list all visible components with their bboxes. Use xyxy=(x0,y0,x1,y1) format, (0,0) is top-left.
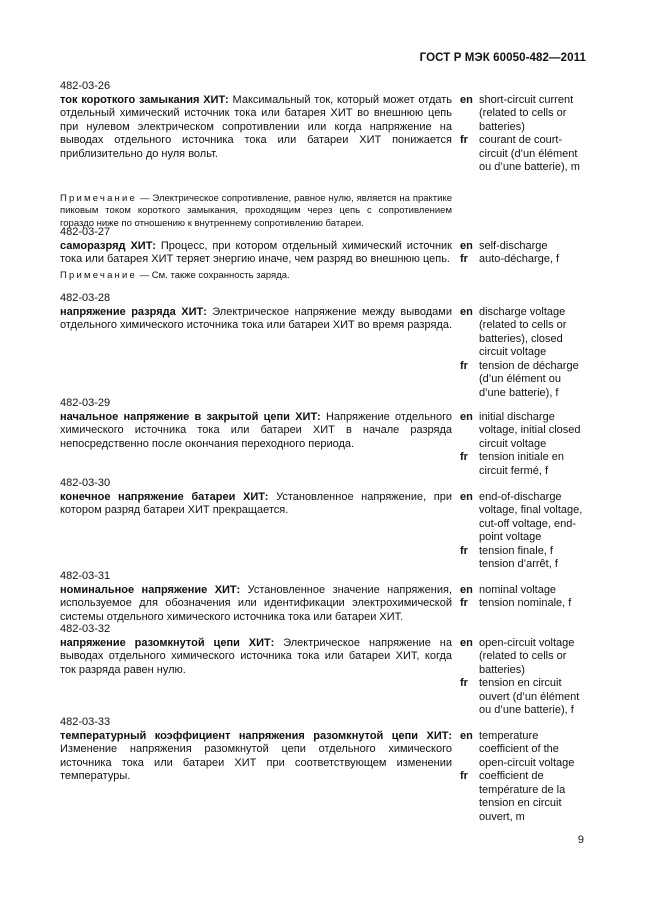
lang-label-fr: fr xyxy=(460,451,468,463)
translation-fr xyxy=(460,770,586,824)
lang-label-en: en xyxy=(460,583,473,596)
translation-text: end-of-discharge voltage, final voltage, cut-off voltage, end-point voltage xyxy=(479,490,583,543)
translation-text: temperature coefficient of the open-circuit voltage xyxy=(479,729,575,769)
translation-text: open-circuit voltage (related to cells or batteries) xyxy=(479,636,575,676)
definition-text: Процесс, при котором отдельный химический источник тока или батарея ХИТ теряет энергию иначе, чем разряд во внешнюю цепь. xyxy=(60,239,452,265)
translation-text: tension initiale en circuit fermé, f xyxy=(479,451,565,477)
term-entry xyxy=(60,292,586,400)
translation-text: short-circuit current (related to cells or batteries) xyxy=(479,93,574,133)
translations xyxy=(460,637,586,718)
definition xyxy=(60,94,452,175)
term: номинальное напряжение ХИТ: xyxy=(60,583,241,596)
lang-label-fr: fr xyxy=(460,597,468,609)
translations xyxy=(460,491,586,572)
translations xyxy=(460,306,586,401)
definition xyxy=(60,637,452,718)
translation-text: auto-décharge, f xyxy=(479,253,560,265)
translations xyxy=(460,730,586,825)
note xyxy=(60,270,452,283)
entry-number: 482-03-28 xyxy=(60,292,111,304)
term: начальное напряжение в закрытой цепи ХИТ: xyxy=(60,410,321,423)
translation-en xyxy=(460,94,586,135)
lang-label-en: en xyxy=(460,239,473,252)
lang-label-fr: fr xyxy=(460,134,468,146)
note-label: Примечание xyxy=(60,192,137,204)
entry-number: 482-03-27 xyxy=(60,226,111,238)
definition xyxy=(60,306,452,401)
translation-fr xyxy=(460,545,586,572)
lang-label-en: en xyxy=(460,410,473,423)
lang-label-fr: fr xyxy=(460,544,468,557)
translation-en xyxy=(460,584,586,598)
translation-text: tension de décharge (d’un élément ou d’une batterie), f xyxy=(479,359,579,399)
lang-label-en: en xyxy=(460,93,473,106)
translation-en xyxy=(460,306,586,360)
lang-label-en: en xyxy=(460,636,473,649)
document-header: ГОСТ Р МЭК 60050-482—2011 xyxy=(419,52,586,64)
translation-en xyxy=(460,637,586,678)
term-entry xyxy=(60,226,586,282)
term: напряжение разомкнутой цепи ХИТ: xyxy=(60,636,275,649)
translation-fr xyxy=(460,677,586,718)
lang-label-en: en xyxy=(460,305,473,318)
entry-number: 482-03-29 xyxy=(60,397,111,409)
translation-en xyxy=(460,730,586,771)
lang-label-fr: fr xyxy=(460,359,468,372)
page-number: 9 xyxy=(577,834,584,846)
entry-number: 482-03-30 xyxy=(60,477,111,489)
definition-text: Изменение напряжения разомкнутой цепи отдельного химического источника тока или батареи ХИТ при соответствующем изменении температуры. xyxy=(60,743,452,782)
term: конечное напряжение батареи ХИТ: xyxy=(60,490,269,503)
translation-text: discharge voltage (related to cells or batteries), closed circuit voltage xyxy=(479,305,567,358)
term: температурный коэффициент напряжения разомкнутой цепи ХИТ: xyxy=(60,729,452,742)
translation-text: initial discharge voltage, initial closed circuit voltage xyxy=(479,410,581,450)
definition xyxy=(60,730,452,825)
definition-text: Максимальный ток, который может отдать отдельный химический источник тока или батарея ХИТ во внешнюю цепь при нулевом электрическом сопротивлении или когда напряжение на выводах отдельного источника тока или батареи ХИТ понижается приблизительно до нуля вольт. xyxy=(60,93,453,160)
term-entry xyxy=(60,80,586,230)
term-entry xyxy=(60,570,586,624)
translation-fr xyxy=(460,451,586,478)
translation-text: nominal voltage xyxy=(479,583,557,596)
definition-text: Напряжение отдельного химического источника тока или батареи ХИТ в начале разряда непосредственно после окончания переходного периода. xyxy=(60,410,452,450)
definition xyxy=(60,491,452,572)
term-entry xyxy=(60,623,586,718)
translation-fr xyxy=(460,360,586,401)
translations xyxy=(460,240,586,267)
term-entry xyxy=(60,477,586,572)
translation-fr xyxy=(460,134,586,175)
entry-number: 482-03-33 xyxy=(60,716,111,728)
translations xyxy=(460,411,586,479)
lang-label-fr: fr xyxy=(460,253,468,265)
definition-text: Электрическое напряжение между выводами отдельного химического источника тока или батареи ХИТ во время разряда. xyxy=(60,305,452,331)
translation-en xyxy=(460,240,586,254)
lang-label-fr: fr xyxy=(460,677,468,689)
note-label: Примечание xyxy=(60,269,137,281)
note xyxy=(60,193,452,231)
note-text: — Электрическое сопротивление, равное нулю, является на практике пиковым током короткого замыкания, проходящим через цепь с сопротивлением гораздо ниже по отношению к внутреннему сопротивлению батареи. xyxy=(60,192,452,229)
definition-text: Электрическое напряжение на выводах отдельного химического источника тока или батареи ХИТ, когда ток разряда равен нулю. xyxy=(60,636,452,676)
lang-label-en: en xyxy=(460,490,473,503)
entry-number: 482-03-32 xyxy=(60,623,111,635)
definition xyxy=(60,584,452,625)
definition xyxy=(60,240,452,267)
translation-text: courant de court-circuit (d’un élément ou d’une batterie), m xyxy=(479,134,580,173)
translation-text: self-discharge xyxy=(479,239,548,252)
lang-label-fr: fr xyxy=(460,770,468,782)
term: напряжение разряда ХИТ: xyxy=(60,305,207,318)
definition-text: Установленное напряжение, при котором разряд батареи ХИТ прекращается. xyxy=(60,490,452,516)
note-text: — См. также сохранность заряда. xyxy=(137,269,290,281)
translation-text: tension nominale, f xyxy=(479,597,572,609)
translations xyxy=(460,584,586,625)
entry-number: 482-03-26 xyxy=(60,80,111,92)
definition-text: Установленное значение напряжения, используемое для обозначения или идентификации электрохимической системы отдельного химического источника тока или батареи ХИТ. xyxy=(60,583,452,623)
translation-fr xyxy=(460,597,586,611)
definition xyxy=(60,411,452,479)
entry-number: 482-03-31 xyxy=(60,570,111,582)
translation-text: tension finale, f tension d’arrêt, f xyxy=(479,544,558,570)
term: саморазряд ХИТ: xyxy=(60,239,156,252)
term: ток короткого замыкания ХИТ: xyxy=(60,93,229,106)
translation-en xyxy=(460,491,586,545)
term-entry xyxy=(60,716,586,824)
translation-text: coefficient de température de la tension en circuit ouvert, m xyxy=(479,770,566,823)
term-entry xyxy=(60,397,586,478)
translation-fr xyxy=(460,253,586,267)
lang-label-en: en xyxy=(460,729,473,742)
translation-en xyxy=(460,411,586,452)
translations xyxy=(460,94,586,175)
translation-text: tension en circuit ouvert (d’un élément ou d’une batterie), f xyxy=(479,677,580,716)
